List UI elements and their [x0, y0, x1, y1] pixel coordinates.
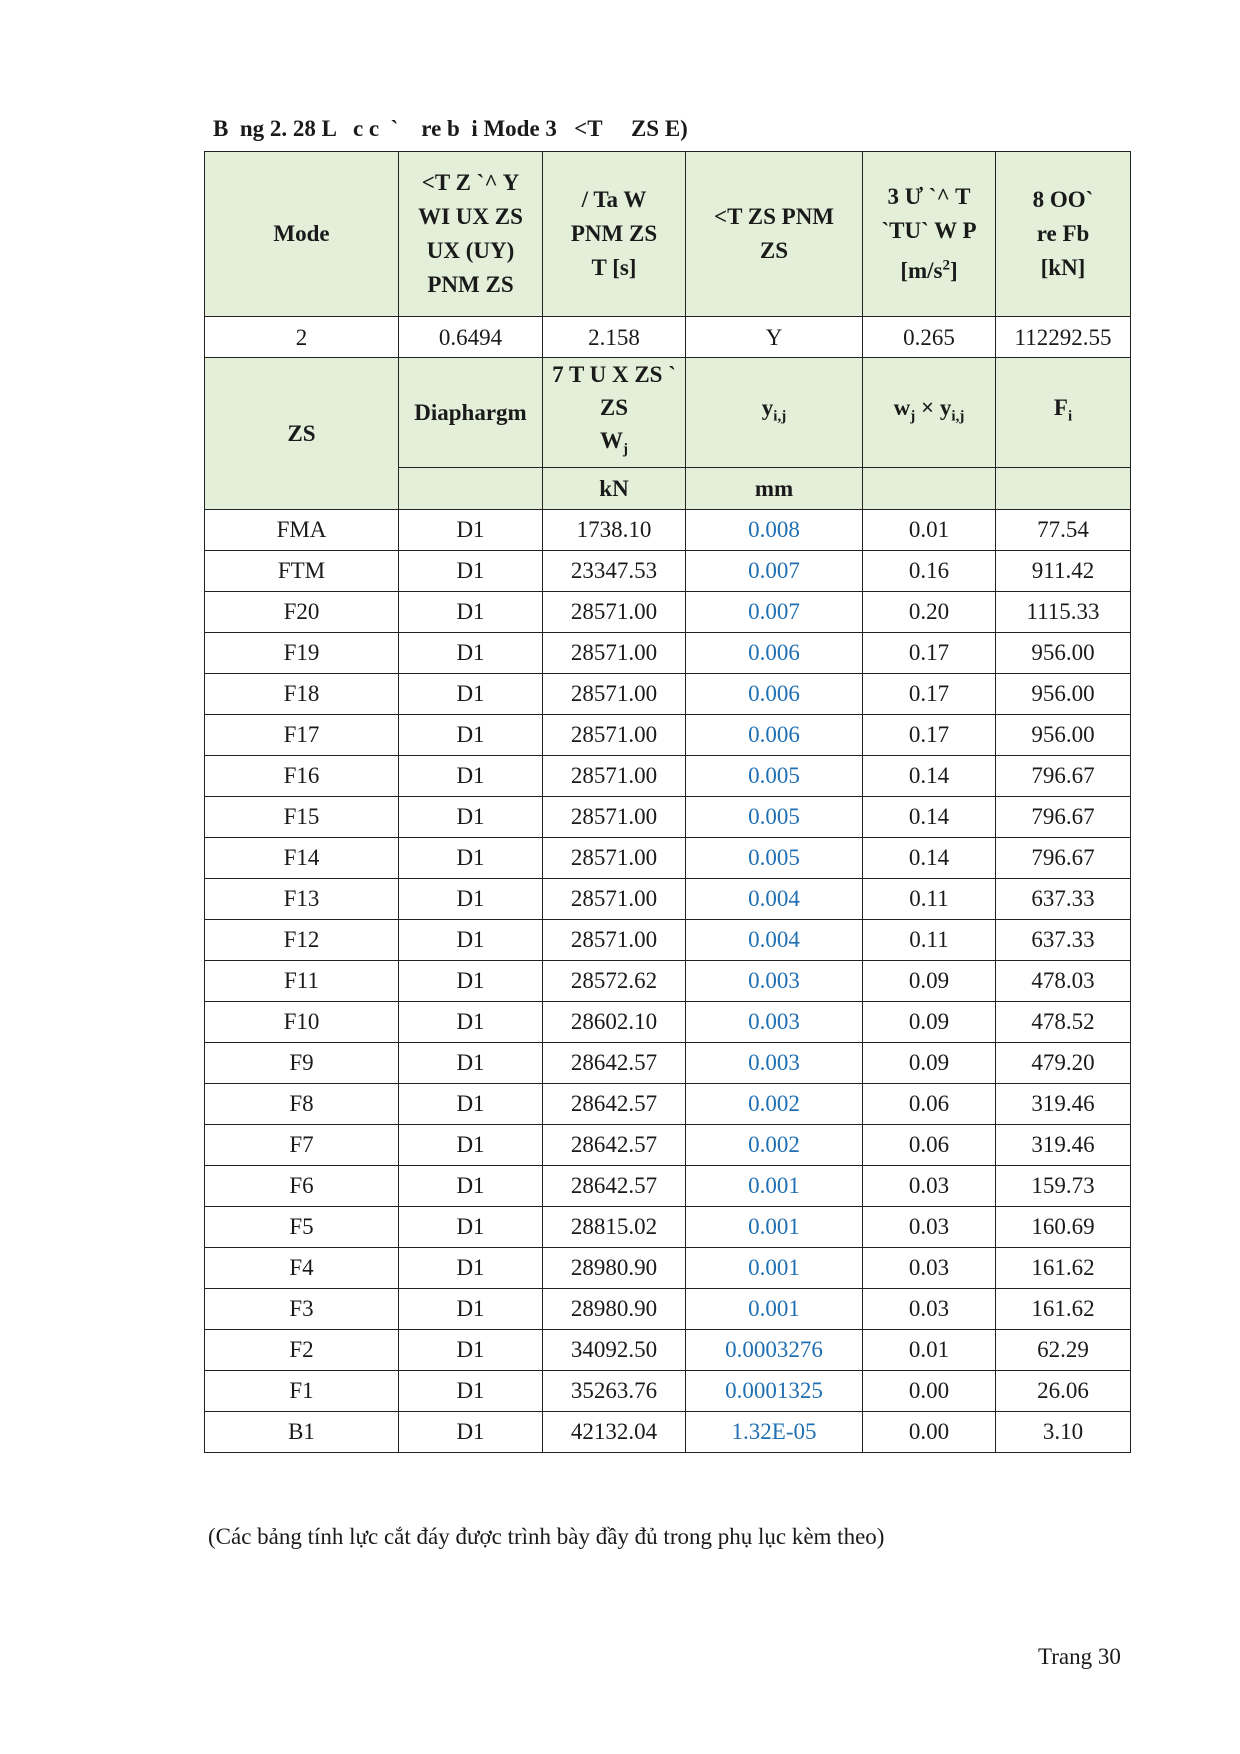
header-accel [863, 152, 996, 317]
table-row [205, 714, 1131, 755]
wy-cell: 0.17 [863, 673, 996, 714]
diaphragm-cell: D1 [399, 1247, 543, 1288]
diaphragm-cell: D1 [399, 673, 543, 714]
displacement-cell: 0.0003276 [686, 1329, 863, 1370]
table-row [205, 1165, 1131, 1206]
diaphragm-cell: D1 [399, 755, 543, 796]
table-row [205, 632, 1131, 673]
floor-cell: F1 [205, 1370, 399, 1411]
unit-force [996, 467, 1131, 509]
force-cell: 956.00 [996, 632, 1131, 673]
wy-cell: 0.20 [863, 591, 996, 632]
weight-cell: 28980.90 [543, 1247, 686, 1288]
floor-cell: F9 [205, 1042, 399, 1083]
displacement-cell: 0.003 [686, 1001, 863, 1042]
diaphragm-cell: D1 [399, 591, 543, 632]
floor-cell: F19 [205, 632, 399, 673]
weight-cell: 34092.50 [543, 1329, 686, 1370]
mode-force: 112292.55 [996, 317, 1131, 358]
force-cell: 161.62 [996, 1288, 1131, 1329]
wy-cell: 0.00 [863, 1370, 996, 1411]
floor-cell: F17 [205, 714, 399, 755]
wy-cell: 0.09 [863, 1042, 996, 1083]
force-cell: 956.00 [996, 673, 1131, 714]
wy-cell: 0.14 [863, 796, 996, 837]
floor-cell: F16 [205, 755, 399, 796]
force-cell: 26.06 [996, 1370, 1131, 1411]
diaphragm-cell: D1 [399, 1042, 543, 1083]
table-row [205, 796, 1131, 837]
displacement-cell: 0.006 [686, 714, 863, 755]
diaphragm-cell: D1 [399, 919, 543, 960]
floor-cell: F4 [205, 1247, 399, 1288]
wy-wsub: j [910, 408, 916, 425]
weight-cell: 28571.00 [543, 919, 686, 960]
force-cell: 159.73 [996, 1165, 1131, 1206]
displacement-cell: 0.007 [686, 591, 863, 632]
mode-accel: 0.265 [863, 317, 996, 358]
subheader-displacement [686, 358, 863, 468]
page-number: Trang 30 [1038, 1644, 1121, 1669]
displacement-cell: 0.001 [686, 1165, 863, 1206]
force-cell: 319.46 [996, 1083, 1131, 1124]
diaphragm-cell: D1 [399, 960, 543, 1001]
f-sym: F [1053, 395, 1068, 420]
force-cell: 77.54 [996, 509, 1131, 550]
diaphragm-cell: D1 [399, 1370, 543, 1411]
wy-w: w [893, 395, 911, 420]
displacement-cell: 0.008 [686, 509, 863, 550]
table-row [205, 1083, 1131, 1124]
force-cell: 637.33 [996, 878, 1131, 919]
header-row [205, 152, 1131, 317]
force-cell: 796.67 [996, 796, 1131, 837]
wy-cell: 0.03 [863, 1247, 996, 1288]
mode-direction: Y [686, 317, 863, 358]
table-row [205, 591, 1131, 632]
force-cell: 319.46 [996, 1124, 1131, 1165]
table-row [205, 1001, 1131, 1042]
header-mode: Mode [205, 152, 399, 317]
displacement-cell: 0.007 [686, 550, 863, 591]
mode-val2: 0.6494 [399, 317, 543, 358]
weight-cell: 28980.90 [543, 1288, 686, 1329]
y-sub: i,j [773, 408, 787, 425]
diaphragm-cell: D1 [399, 796, 543, 837]
wy-cell: 0.11 [863, 878, 996, 919]
weight-cell: 35263.76 [543, 1370, 686, 1411]
header-accel-unit [900, 258, 957, 283]
unit-displacement: mm [686, 467, 863, 509]
weight-cell: 28571.00 [543, 878, 686, 919]
mode-value: 2 [205, 317, 399, 358]
floor-cell: F7 [205, 1124, 399, 1165]
floor-cell: F18 [205, 673, 399, 714]
footnote: (Các bảng tính lực cắt đáy được trình bày đầy đủ trong phụ lục kèm theo) [208, 1524, 885, 1549]
table-row [205, 1411, 1131, 1452]
header-period: / Ta W PNM ZS T [s] [543, 152, 686, 317]
displacement-cell: 0.005 [686, 796, 863, 837]
diaphragm-cell: D1 [399, 1165, 543, 1206]
wy-y: y [939, 395, 952, 420]
table-row [205, 1329, 1131, 1370]
table-row [205, 1370, 1131, 1411]
accel-unit-end: ] [950, 257, 958, 283]
force-cell: 479.20 [996, 1042, 1131, 1083]
displacement-cell: 0.004 [686, 878, 863, 919]
weight-cell: 28572.62 [543, 960, 686, 1001]
displacement-cell: 0.001 [686, 1247, 863, 1288]
mode-period: 2.158 [543, 317, 686, 358]
displacement-cell: 0.0001325 [686, 1370, 863, 1411]
displacement-cell: 0.005 [686, 755, 863, 796]
header-base-force: 8 OO` re Fb [kN] [996, 152, 1131, 317]
unit-diaphragm [399, 467, 543, 509]
table-row [205, 1124, 1131, 1165]
subheader-weight [543, 358, 686, 468]
table-row [205, 550, 1131, 591]
subheader-floor: ZS [205, 358, 399, 510]
floor-cell: F2 [205, 1329, 399, 1370]
weight-sym: W [600, 428, 623, 453]
displacement-cell: 0.005 [686, 837, 863, 878]
force-cell: 478.52 [996, 1001, 1131, 1042]
subheader-weight-text: 7 T U X ZS ` ZS [552, 362, 676, 420]
wy-cell: 0.17 [863, 632, 996, 673]
table-row [205, 919, 1131, 960]
diaphragm-cell: D1 [399, 878, 543, 919]
force-cell: 160.69 [996, 1206, 1131, 1247]
wy-cell: 0.09 [863, 1001, 996, 1042]
header-direction: <T ZS PNM ZS [686, 152, 863, 317]
unit-wy [863, 467, 996, 509]
accel-unit-sup: 2 [942, 257, 950, 274]
wy-ysub: i,j [951, 408, 965, 425]
floor-cell: F11 [205, 960, 399, 1001]
force-cell: 161.62 [996, 1247, 1131, 1288]
force-cell: 637.33 [996, 919, 1131, 960]
displacement-cell: 0.001 [686, 1288, 863, 1329]
subheader-force [996, 358, 1131, 468]
weight-cell: 23347.53 [543, 550, 686, 591]
floor-cell: FMA [205, 509, 399, 550]
wy-cell: 0.14 [863, 755, 996, 796]
displacement-cell: 0.003 [686, 1042, 863, 1083]
weight-cell: 28642.57 [543, 1042, 686, 1083]
floor-cell: F10 [205, 1001, 399, 1042]
weight-cell: 28571.00 [543, 755, 686, 796]
weight-cell: 42132.04 [543, 1411, 686, 1452]
wy-cell: 0.06 [863, 1083, 996, 1124]
weight-cell: 28602.10 [543, 1001, 686, 1042]
wy-cell: 0.03 [863, 1206, 996, 1247]
wy-cell: 0.03 [863, 1288, 996, 1329]
displacement-cell: 0.002 [686, 1124, 863, 1165]
wy-cell: 0.11 [863, 919, 996, 960]
floor-cell: FTM [205, 550, 399, 591]
subheader-row [205, 358, 1131, 468]
weight-cell: 28571.00 [543, 714, 686, 755]
floor-cell: B1 [205, 1411, 399, 1452]
wy-cell: 0.09 [863, 960, 996, 1001]
weight-cell: 28571.00 [543, 837, 686, 878]
wy-cell: 0.00 [863, 1411, 996, 1452]
diaphragm-cell: D1 [399, 550, 543, 591]
table-row [205, 755, 1131, 796]
base-shear-table [204, 151, 1131, 1453]
diaphragm-cell: D1 [399, 632, 543, 673]
wy-cell: 0.06 [863, 1124, 996, 1165]
diaphragm-cell: D1 [399, 1411, 543, 1452]
weight-cell: 28642.57 [543, 1083, 686, 1124]
table-row [205, 509, 1131, 550]
weight-cell: 28571.00 [543, 796, 686, 837]
floor-cell: F13 [205, 878, 399, 919]
mode-row [205, 317, 1131, 358]
force-cell: 3.10 [996, 1411, 1131, 1452]
diaphragm-cell: D1 [399, 1124, 543, 1165]
header-accel-text: 3 Ư `^ T `TU` W P [881, 184, 977, 244]
displacement-cell: 0.003 [686, 960, 863, 1001]
table-caption: B ng 2. 28 L c c ` re b i Mode 3 <T ZS E) [213, 116, 688, 141]
floor-cell: F14 [205, 837, 399, 878]
weight-cell: 28571.00 [543, 632, 686, 673]
force-cell: 956.00 [996, 714, 1131, 755]
accel-unit-base: [m/s [900, 257, 943, 283]
table-row [205, 673, 1131, 714]
diaphragm-cell: D1 [399, 1206, 543, 1247]
force-cell: 62.29 [996, 1329, 1131, 1370]
subheader-weight-sym [600, 428, 628, 458]
subheader-wy [863, 358, 996, 468]
force-cell: 1115.33 [996, 591, 1131, 632]
displacement-cell: 0.002 [686, 1083, 863, 1124]
table-row [205, 960, 1131, 1001]
floor-cell: F20 [205, 591, 399, 632]
floor-cell: F8 [205, 1083, 399, 1124]
displacement-cell: 0.001 [686, 1206, 863, 1247]
force-cell: 911.42 [996, 550, 1131, 591]
floor-cell: F6 [205, 1165, 399, 1206]
table-row [205, 1042, 1131, 1083]
weight-sub: j [623, 441, 628, 458]
header-col2: <T Z `^ Y WI UX ZS UX (UY) PNM ZS [399, 152, 543, 317]
displacement-cell: 0.004 [686, 919, 863, 960]
weight-cell: 1738.10 [543, 509, 686, 550]
diaphragm-cell: D1 [399, 1329, 543, 1370]
displacement-cell: 0.006 [686, 673, 863, 714]
force-cell: 796.67 [996, 755, 1131, 796]
table-row [205, 837, 1131, 878]
wy-cell: 0.16 [863, 550, 996, 591]
force-cell: 478.03 [996, 960, 1131, 1001]
wy-times: × [915, 395, 940, 420]
weight-cell: 28815.02 [543, 1206, 686, 1247]
diaphragm-cell: D1 [399, 509, 543, 550]
table-row [205, 1206, 1131, 1247]
floor-cell: F15 [205, 796, 399, 837]
subheader-diaphragm: Diaphargm [399, 358, 543, 468]
wy-cell: 0.01 [863, 509, 996, 550]
diaphragm-cell: D1 [399, 1083, 543, 1124]
table-row [205, 878, 1131, 919]
wy-cell: 0.01 [863, 1329, 996, 1370]
weight-cell: 28571.00 [543, 591, 686, 632]
floor-cell: F5 [205, 1206, 399, 1247]
table-row [205, 1288, 1131, 1329]
floor-cell: F12 [205, 919, 399, 960]
unit-weight: kN [543, 467, 686, 509]
weight-cell: 28642.57 [543, 1124, 686, 1165]
weight-cell: 28642.57 [543, 1165, 686, 1206]
diaphragm-cell: D1 [399, 714, 543, 755]
floor-cell: F3 [205, 1288, 399, 1329]
weight-cell: 28571.00 [543, 673, 686, 714]
table-row [205, 1247, 1131, 1288]
diaphragm-cell: D1 [399, 1288, 543, 1329]
y-sym: y [761, 395, 774, 420]
wy-cell: 0.03 [863, 1165, 996, 1206]
displacement-cell: 1.32E-05 [686, 1411, 863, 1452]
displacement-cell: 0.006 [686, 632, 863, 673]
force-cell: 796.67 [996, 837, 1131, 878]
wy-cell: 0.14 [863, 837, 996, 878]
wy-cell: 0.17 [863, 714, 996, 755]
diaphragm-cell: D1 [399, 1001, 543, 1042]
f-sub: i [1067, 408, 1073, 425]
diaphragm-cell: D1 [399, 837, 543, 878]
